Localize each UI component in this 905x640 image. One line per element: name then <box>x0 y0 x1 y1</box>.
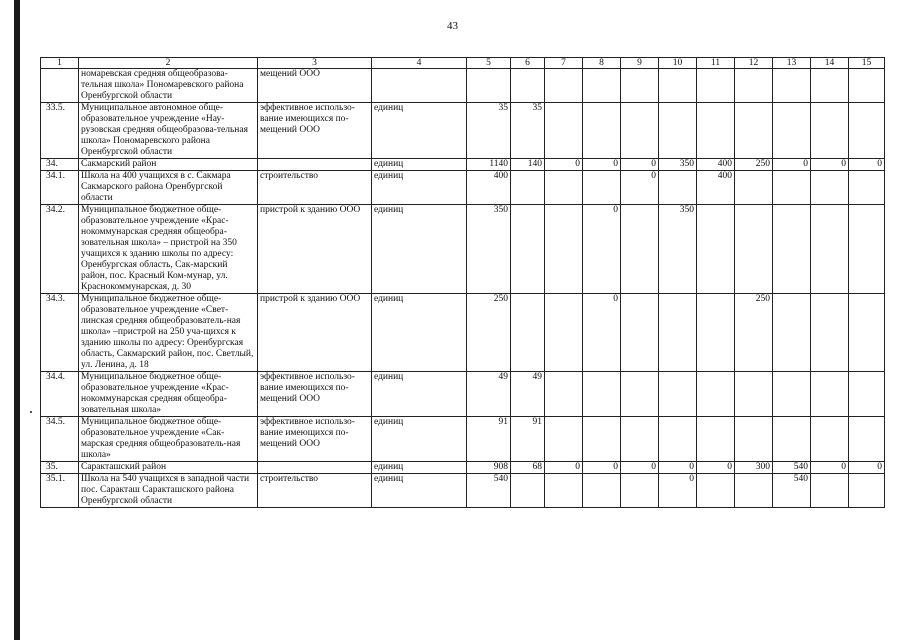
table-cell-col-11 <box>697 294 735 372</box>
header-cell-col-9: 9 <box>621 58 659 69</box>
table-cell-col-13: 540 <box>773 462 811 474</box>
table-cell-col-9 <box>621 103 659 159</box>
table-cell-col-11 <box>697 417 735 462</box>
table-cell-col-5: 400 <box>467 171 511 205</box>
table-cell-col-10 <box>659 171 697 205</box>
table-cell-col-4: единиц <box>372 417 467 462</box>
table-cell-col-9 <box>621 294 659 372</box>
table-cell-col-8 <box>583 69 621 103</box>
table-cell-col-13 <box>773 69 811 103</box>
table-cell-col-6 <box>511 294 545 372</box>
table-cell-col-2: Школа на 400 учащихся в с. Сакмара Сакмарского района Оренбургской области <box>79 171 258 205</box>
table-cell-col-10: 350 <box>659 205 697 294</box>
table-row <box>41 474 885 508</box>
table-cell-col-5: 35 <box>467 103 511 159</box>
table-cell-col-13 <box>773 205 811 294</box>
table-cell-col-12 <box>735 417 773 462</box>
table-cell-col-12 <box>735 171 773 205</box>
table-cell-col-9 <box>621 474 659 508</box>
header-cell-col-11: 11 <box>697 58 735 69</box>
table-cell-col-10: 0 <box>659 462 697 474</box>
table-cell-col-7 <box>545 171 583 205</box>
table-cell-col-4: единиц <box>372 462 467 474</box>
table-cell-col-2: Школа на 540 учащихся в западной части пос. Саракташ Саракташского района Оренбургской области <box>79 474 258 508</box>
table-cell-col-13 <box>773 372 811 417</box>
table-cell-col-7 <box>545 205 583 294</box>
table-cell-col-7: 0 <box>545 462 583 474</box>
table-cell-col-3: эффективное использо-вание имеющихся по-мещений ООО <box>258 103 372 159</box>
table-cell-col-2: Муниципальное бюджетное обще-образовательное учреждение «Крас-нокоммунарская средняя общеобра-зовательная школа» – пристрой на 350 учащихся к зданию школы по адресу: Оренбургская область, Сак-марский район, пос. Красный Ком-мунар, ул. Краснокоммунарская, д. 30 <box>79 205 258 294</box>
table-cell-col-14: 0 <box>811 462 849 474</box>
table-cell-col-1: 35. <box>41 462 79 474</box>
table-cell-col-12: 250 <box>735 294 773 372</box>
table-cell-col-3: строительство <box>258 474 372 508</box>
table-cell-col-8 <box>583 103 621 159</box>
table-cell-col-8: 0 <box>583 294 621 372</box>
table-cell-col-13 <box>773 294 811 372</box>
table-cell-col-7 <box>545 474 583 508</box>
table-cell-col-2: Муниципальное бюджетное обще-образовательное учреждение «Сак-марская средняя общеобразователь-ная школа» <box>79 417 258 462</box>
table-cell-col-15 <box>849 474 885 508</box>
table-cell-col-11 <box>697 103 735 159</box>
table-cell-col-15: 0 <box>849 159 885 171</box>
table-cell-col-1: 35.1. <box>41 474 79 508</box>
table-cell-col-10 <box>659 103 697 159</box>
table-cell-col-6: 35 <box>511 103 545 159</box>
table-cell-col-2: Муниципальное бюджетное обще-образовательное учреждение «Свет-линская средняя общеобразователь-ная школа» –пристрой на 250 уча-щихся к зданию школы по адресу: Оренбургская область, Сакмарский район, пос. Светлый, ул. Ленина, д. 18 <box>79 294 258 372</box>
header-cell-col-10: 10 <box>659 58 697 69</box>
table-cell-col-7: 0 <box>545 159 583 171</box>
table-cell-col-5: 350 <box>467 205 511 294</box>
header-cell-col-5: 5 <box>467 58 511 69</box>
table-cell-col-12: 300 <box>735 462 773 474</box>
table-cell-col-1: 33.5. <box>41 103 79 159</box>
table-cell-col-10 <box>659 69 697 103</box>
table-cell-col-15: 0 <box>849 462 885 474</box>
table-cell-col-4: единиц <box>372 205 467 294</box>
table-cell-col-10 <box>659 372 697 417</box>
table-cell-col-4: единиц <box>372 103 467 159</box>
binding-bar <box>14 0 20 640</box>
table-cell-col-1: 34.2. <box>41 205 79 294</box>
table-cell-col-9: 0 <box>621 171 659 205</box>
table-cell-col-6: 91 <box>511 417 545 462</box>
table-cell-col-12 <box>735 69 773 103</box>
header-cell-col-7: 7 <box>545 58 583 69</box>
table-cell-col-7 <box>545 417 583 462</box>
table-row <box>41 205 885 294</box>
table-cell-col-8 <box>583 417 621 462</box>
table-cell-col-4 <box>372 69 467 103</box>
table-row <box>41 69 885 103</box>
table-cell-col-5: 49 <box>467 372 511 417</box>
header-cell-col-13: 13 <box>773 58 811 69</box>
scan-mark <box>30 411 32 413</box>
table-cell-col-12 <box>735 372 773 417</box>
table-cell-col-3 <box>258 462 372 474</box>
table-cell-col-8 <box>583 372 621 417</box>
table-cell-col-13: 0 <box>773 159 811 171</box>
table-cell-col-5: 250 <box>467 294 511 372</box>
table-cell-col-6: 49 <box>511 372 545 417</box>
table-cell-col-1: 34.5. <box>41 417 79 462</box>
table-cell-col-14 <box>811 417 849 462</box>
table-cell-col-14 <box>811 474 849 508</box>
table-cell-col-10 <box>659 417 697 462</box>
table-cell-col-7 <box>545 103 583 159</box>
table-cell-col-14 <box>811 294 849 372</box>
table-body <box>41 69 885 508</box>
table-cell-col-8: 0 <box>583 159 621 171</box>
header-cell-col-3: 3 <box>258 58 372 69</box>
table-cell-col-9 <box>621 205 659 294</box>
table-cell-col-1: 34.4. <box>41 372 79 417</box>
table-cell-col-15 <box>849 69 885 103</box>
table-cell-col-9 <box>621 372 659 417</box>
table-cell-col-4: единиц <box>372 159 467 171</box>
table-cell-col-9: 0 <box>621 462 659 474</box>
table-cell-col-3: строительство <box>258 171 372 205</box>
table-cell-col-5: 540 <box>467 474 511 508</box>
table-row <box>41 103 885 159</box>
table-cell-col-2: Саракташский район <box>79 462 258 474</box>
header-cell-col-14: 14 <box>811 58 849 69</box>
table-cell-col-14: 0 <box>811 159 849 171</box>
page-number: 43 <box>447 20 458 32</box>
table-cell-col-10: 0 <box>659 474 697 508</box>
table-cell-col-14 <box>811 171 849 205</box>
table-cell-col-9: 0 <box>621 159 659 171</box>
table-cell-col-11 <box>697 372 735 417</box>
table-cell-col-13 <box>773 171 811 205</box>
table-cell-col-8 <box>583 474 621 508</box>
table-cell-col-11 <box>697 69 735 103</box>
table-cell-col-6: 68 <box>511 462 545 474</box>
table-cell-col-12 <box>735 474 773 508</box>
table-cell-col-13 <box>773 103 811 159</box>
table-cell-col-2: Муниципальное автономное обще-образовательное учреждение «Нау-рузовская средняя общеобразова-тельная школа» Пономаревского района Оренбургской области <box>79 103 258 159</box>
table-cell-col-11 <box>697 205 735 294</box>
table-cell-col-9 <box>621 69 659 103</box>
table-cell-col-5: 1140 <box>467 159 511 171</box>
table-cell-col-5 <box>467 69 511 103</box>
table-cell-col-13: 540 <box>773 474 811 508</box>
table-cell-col-14 <box>811 103 849 159</box>
table-cell-col-3 <box>258 159 372 171</box>
table-cell-col-3: эффективное использо-вание имеющихся по-мещений ООО <box>258 372 372 417</box>
table-cell-col-15 <box>849 205 885 294</box>
table-cell-col-13 <box>773 417 811 462</box>
table-cell-col-1 <box>41 69 79 103</box>
table-cell-col-6 <box>511 69 545 103</box>
header-cell-col-8: 8 <box>583 58 621 69</box>
table-row <box>41 372 885 417</box>
table-cell-col-6: 140 <box>511 159 545 171</box>
table-cell-col-15 <box>849 417 885 462</box>
table-row <box>41 159 885 171</box>
table-cell-col-6 <box>511 205 545 294</box>
table-cell-col-3: мещений ООО <box>258 69 372 103</box>
table-cell-col-15 <box>849 294 885 372</box>
table-cell-col-5: 91 <box>467 417 511 462</box>
table-row <box>41 462 885 474</box>
header-cell-col-15: 15 <box>849 58 885 69</box>
table-cell-col-14 <box>811 205 849 294</box>
header-cell-col-1: 1 <box>41 58 79 69</box>
table-cell-col-3: эффективное использо-вание имеющихся по-мещений ООО <box>258 417 372 462</box>
table-cell-col-7 <box>545 294 583 372</box>
table-cell-col-1: 34.1. <box>41 171 79 205</box>
table-cell-col-11: 0 <box>697 462 735 474</box>
table-cell-col-4: единиц <box>372 294 467 372</box>
table-cell-col-10 <box>659 294 697 372</box>
table-cell-col-6 <box>511 171 545 205</box>
table-cell-col-12 <box>735 205 773 294</box>
header-cell-col-2: 2 <box>79 58 258 69</box>
table-cell-col-2: Муниципальное бюджетное обще-образовательное учреждение «Крас-нокоммунарская средняя общеобра-зовательная школа» <box>79 372 258 417</box>
header-row <box>41 58 885 69</box>
table-cell-col-9 <box>621 417 659 462</box>
header-cell-col-4: 4 <box>372 58 467 69</box>
table-cell-col-8 <box>583 171 621 205</box>
table-row <box>41 294 885 372</box>
table-cell-col-10: 350 <box>659 159 697 171</box>
table-cell-col-11 <box>697 474 735 508</box>
table-cell-col-11: 400 <box>697 171 735 205</box>
data-table <box>40 57 885 508</box>
table-header <box>41 58 885 69</box>
table-cell-col-5: 908 <box>467 462 511 474</box>
table-cell-col-14 <box>811 69 849 103</box>
table-cell-col-2: номаревская средняя общеобразова-тельная школа» Пономаревского района Оренбургской области <box>79 69 258 103</box>
table-cell-col-1: 34. <box>41 159 79 171</box>
table-cell-col-15 <box>849 103 885 159</box>
table-cell-col-4: единиц <box>372 372 467 417</box>
table-cell-col-14 <box>811 372 849 417</box>
table-cell-col-3: пристрой к зданию ООО <box>258 205 372 294</box>
table-cell-col-4: единиц <box>372 171 467 205</box>
table-cell-col-15 <box>849 372 885 417</box>
header-cell-col-12: 12 <box>735 58 773 69</box>
table-cell-col-2: Сакмарский район <box>79 159 258 171</box>
table-cell-col-8: 0 <box>583 462 621 474</box>
table-cell-col-15 <box>849 171 885 205</box>
table-cell-col-12: 250 <box>735 159 773 171</box>
header-cell-col-6: 6 <box>511 58 545 69</box>
table-cell-col-1: 34.3. <box>41 294 79 372</box>
table-cell-col-12 <box>735 103 773 159</box>
table-cell-col-7 <box>545 372 583 417</box>
table-row <box>41 171 885 205</box>
table-cell-col-3: пристрой к зданию ООО <box>258 294 372 372</box>
table-cell-col-7 <box>545 69 583 103</box>
table-cell-col-11: 400 <box>697 159 735 171</box>
table-row <box>41 417 885 462</box>
table-cell-col-4: единиц <box>372 474 467 508</box>
table-cell-col-6 <box>511 474 545 508</box>
table-cell-col-8: 0 <box>583 205 621 294</box>
